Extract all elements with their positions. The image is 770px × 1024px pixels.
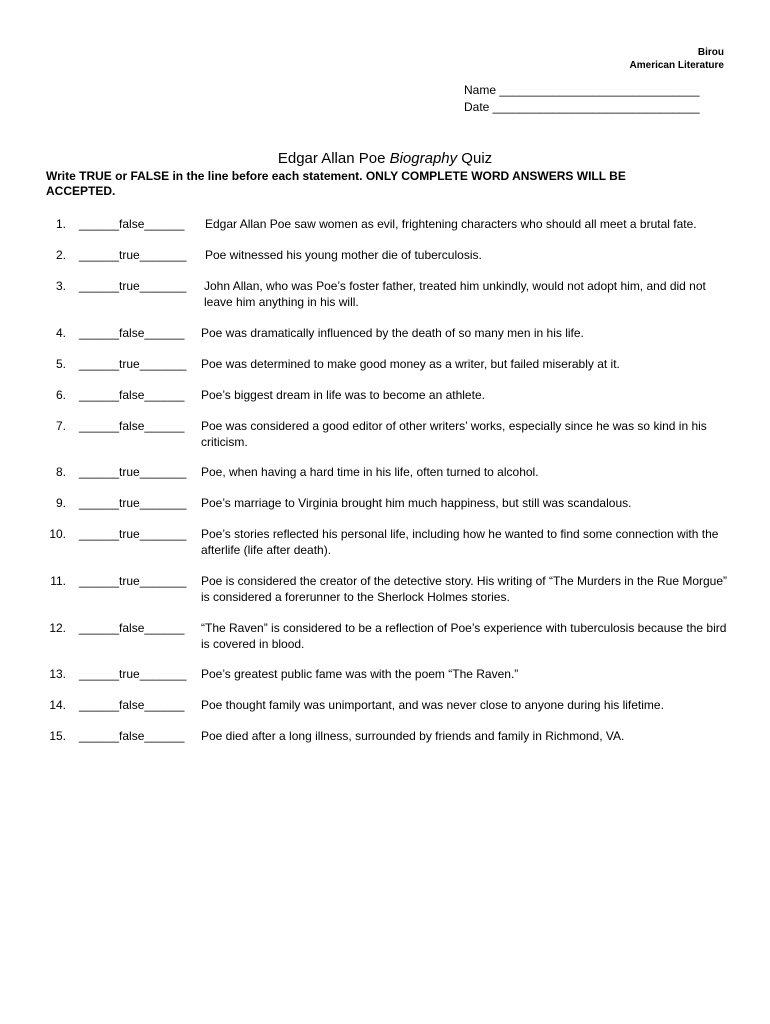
question-statement: Poe was considered a good editor of other writers’ works, especially since he was so kind in his criticism. — [201, 419, 707, 449]
answer-field[interactable]: ______true_______ — [79, 279, 187, 293]
question-statement: Poe’s biggest dream in life was to become an athlete. — [201, 388, 485, 402]
answer-field[interactable]: ______false______ — [79, 621, 185, 635]
question-number: 4. — [55, 326, 66, 340]
answer-field[interactable]: ______false______ — [79, 326, 185, 340]
document-header — [630, 46, 724, 72]
question-number: 1. — [55, 217, 66, 231]
question-statement: Poe is considered the creator of the detective story. His writing of “The Murders in the Rue Morgue” is considered a forerunner to the Sherlock Holmes stories. — [201, 574, 728, 604]
question-statement: Poe’s marriage to Virginia brought him much happiness, but still was scandalous. — [201, 496, 632, 510]
question-statement: Poe’s stories reflected his personal life, including how he wanted to find some connection with the afterlife (life after death). — [201, 527, 719, 557]
answer-field[interactable]: ______true_______ — [79, 527, 187, 541]
answer-field[interactable]: ______false______ — [79, 419, 185, 433]
question-statement: Poe’s greatest public fame was with the poem “The Raven.” — [201, 667, 519, 681]
question-number: 5. — [55, 357, 66, 371]
question-statement: Poe was dramatically influenced by the death of so many men in his life. — [201, 326, 584, 340]
answer-field[interactable]: ______true_______ — [79, 667, 187, 681]
question-number: 6. — [55, 388, 66, 402]
question-number: 15. — [49, 729, 66, 743]
question-statement: John Allan, who was Poe’s foster father, treated him unkindly, would not adopt him, and did not leave him anything in his will. — [204, 279, 706, 309]
question-number: 13. — [49, 667, 66, 681]
instructions: Write TRUE or FALSE in the line before each statement. ONLY COMPLETE WORD ANSWERS WILL BE ACCEPTED. — [46, 169, 626, 198]
question-number: 7. — [55, 419, 66, 433]
question-number: 2. — [55, 248, 66, 262]
question-number: 12. — [49, 621, 66, 635]
question-statement: Edgar Allan Poe saw women as evil, frightening characters who should all meet a brutal fate. — [205, 217, 697, 231]
question-statement: Poe thought family was unimportant, and was never close to anyone during his lifetime. — [201, 698, 664, 712]
answer-field[interactable]: ______false______ — [79, 729, 185, 743]
answer-field[interactable]: ______true_______ — [79, 465, 187, 479]
question-number: 8. — [55, 465, 66, 479]
title-suffix: Quiz — [457, 150, 493, 167]
page-title — [0, 150, 770, 168]
name-field[interactable]: Name ______________________________ — [464, 83, 700, 97]
teacher-name: Birou — [697, 47, 724, 58]
question-number: 10. — [49, 527, 66, 541]
title-italic: Biography — [389, 150, 458, 167]
answer-field[interactable]: ______true_______ — [79, 574, 187, 588]
question-number: 14. — [49, 698, 66, 712]
answer-field[interactable]: ______true_______ — [79, 357, 187, 371]
student-info-fields — [464, 82, 700, 116]
answer-field[interactable]: ______true_______ — [79, 496, 187, 510]
question-statement: Poe died after a long illness, surrounded by friends and family in Richmond, VA. — [201, 729, 625, 743]
question-number: 3. — [55, 279, 66, 293]
title-prefix: Edgar Allan Poe — [277, 150, 390, 167]
question-statement: “The Raven” is considered to be a reflection of Poe’s experience with tuberculosis because the bird is covered in blood. — [201, 621, 727, 651]
answer-field[interactable]: ______false______ — [79, 698, 185, 712]
course-name: American Literature — [629, 60, 724, 71]
answer-field[interactable]: ______false______ — [79, 388, 185, 402]
question-statement: Poe witnessed his young mother die of tuberculosis. — [205, 248, 482, 262]
answer-field[interactable]: ______true_______ — [79, 248, 187, 262]
question-number: 11. — [50, 574, 66, 588]
answer-field[interactable]: ______false______ — [79, 217, 185, 231]
question-statement: Poe, when having a hard time in his life, often turned to alcohol. — [201, 465, 539, 479]
date-field[interactable]: Date _______________________________ — [464, 100, 700, 114]
question-number: 9. — [55, 496, 66, 510]
question-statement: Poe was determined to make good money as a writer, but failed miserably at it. — [201, 357, 620, 371]
